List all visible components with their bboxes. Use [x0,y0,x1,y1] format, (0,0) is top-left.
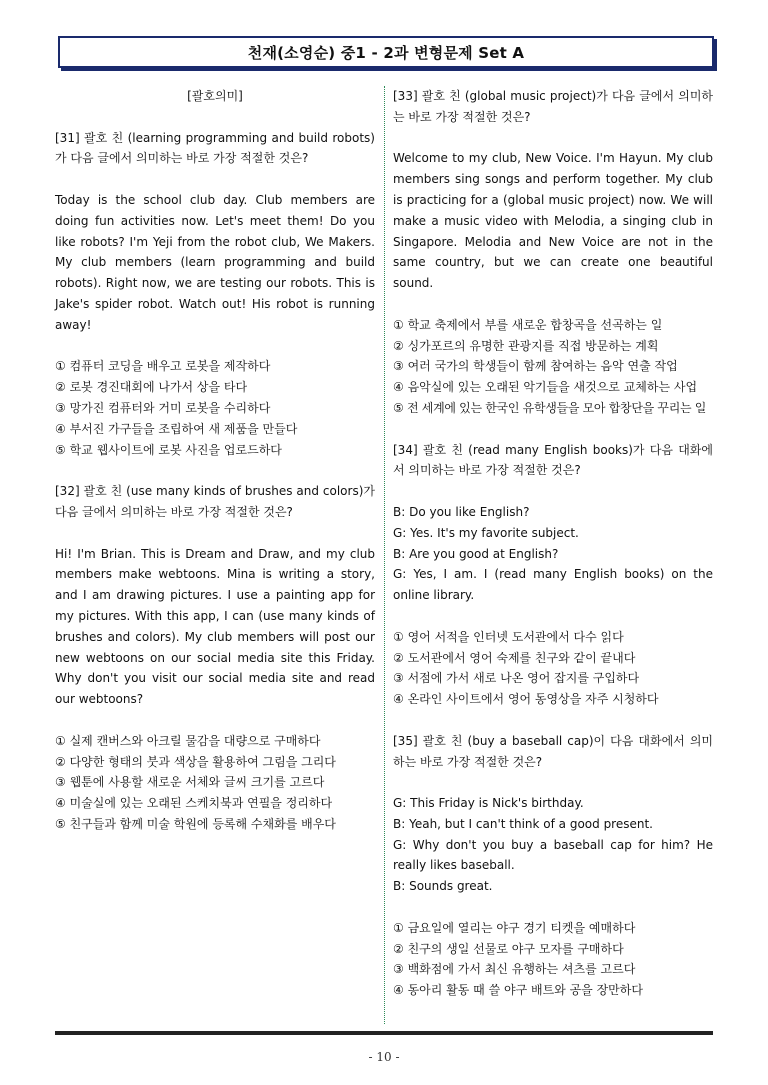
question-31-option: ⑤ 학교 웹사이트에 로봇 사진을 업로드하다 [55,442,282,457]
page-number: - 10 - [368,1050,400,1064]
question-32-option: ④ 미술실에 있는 오래된 스케치북과 연필을 정리하다 [55,796,333,811]
question-32-option: ② 다양한 형태의 붓과 색상을 활용하여 그림을 그리다 [55,754,336,769]
question-33-option: ⑤ 전 세계에 있는 한국인 유학생들을 모아 합창단을 꾸리는 일 [393,400,707,415]
question-32-passage: Hi! I'm Brian. This is Dream and Draw, and my club members make webtoons. Mina is writing a story, and I am drawing pictures. I use a painting app for my pictures. With this app, I can (use many kinds of brushes and colors). My club members will post our new webtoons on our social media site this Friday. Why don't you visit our social media site and read our webtoons? [55,546,375,707]
question-33-option: ③ 여러 국가의 학생들이 함께 참여하는 음악 연출 작업 [393,359,678,374]
question-35-stem: [35] 괄호 친 (buy a baseball cap)이 다음 대화에서 의미하는 바로 가장 적절한 것은? [393,733,713,769]
question-35-option: ③ 백화점에 가서 최신 유행하는 셔츠를 고르다 [393,962,636,977]
question-34-option: ③ 서점에 가서 새로 나온 영어 잡지를 구입하다 [393,671,640,686]
question-31-option: ② 로봇 경진대회에 나가서 상을 타다 [55,380,248,395]
dialogue-line: B: Sounds great. [393,879,493,894]
question-31-option: ③ 망가진 컴퓨터와 거미 로봇을 수리하다 [55,400,271,415]
dialogue-line: B: Are you good at English? [393,546,559,561]
question-33-option: ② 싱가포르의 유명한 관광지를 직접 방문하는 계획 [393,338,659,353]
question-34-stem: [34] 괄호 친 (read many English books)가 다음 대화에서 의미하는 바로 가장 적절한 것은? [393,442,713,478]
question-34-option: ① 영어 서적을 인터넷 도서관에서 다수 읽다 [393,629,624,644]
dialogue-line: B: Yeah, but I can't think of a good present. [393,816,653,831]
dialogue-line: B: Do you like English? [393,504,530,519]
dialogue-line: G: Yes, I am. I (read many English books) on the online library. [393,567,713,603]
question-33-option: ① 학교 축제에서 부를 새로운 합창곡을 선곡하는 일 [393,317,663,332]
question-32-option: ③ 웹툰에 사용할 새로운 서체와 글씨 크기를 고르다 [55,775,325,790]
column-divider [384,86,385,1024]
footer-rule [55,1031,713,1035]
question-31-option: ① 컴퓨터 코딩을 배우고 로봇을 제작하다 [55,359,271,374]
question-32-stem: [32] 괄호 친 (use many kinds of brushes and colors)가 다음 글에서 의미하는 바로 가장 적절한 것은? [55,484,375,519]
question-35-option: ② 친구의 생일 선물로 야구 모자를 구매하다 [393,941,624,956]
question-34-option: ④ 온라인 사이트에서 영어 동영상을 자주 시청하다 [393,692,659,707]
question-31-stem: [31] 괄호 친 (learning programming and build robots)가 다음 글에서 의미하는 바로 가장 적절한 것은? [55,130,375,166]
question-35-option: ① 금요일에 열리는 야구 경기 티켓을 예매하다 [393,920,636,935]
right-column [393,86,713,1001]
dialogue-line: G: Yes. It's my favorite subject. [393,525,579,540]
question-32-option: ① 실제 캔버스와 아크릴 물감을 대량으로 구매하다 [55,733,321,748]
question-33-stem: [33] 괄호 친 (global music project)가 다음 글에서 의미하는 바로 가장 적절한 것은? [393,89,713,124]
dialogue-line: G: Why don't you buy a baseball cap for him? He really likes baseball. [393,837,713,873]
left-column [55,86,375,835]
question-31-passage: Today is the school club day. Club members are doing fun activities now. Let's meet them! Do you like robots? I'm Yeji from the robot club, We Makers. My club members (learn programming and build robots). Right now, we are testing our robots. This is Jake's spider robot. Watch out! His robot is running away! [55,192,375,332]
question-33-option: ④ 음악실에 있는 오래된 악기들을 새것으로 교체하는 사업 [393,380,698,395]
question-34-option: ② 도서관에서 영어 숙제를 친구와 같이 끝내다 [393,650,636,665]
question-33-passage: Welcome to my club, New Voice. I'm Hayun. My club members sing songs and perform together. My club is practicing for a (global music project) now. We will make a music video with Melodia, a singing club in Singapore. Melodia and New Voice are not in the same country, but we can create one beautiful sound. [393,151,713,291]
page-title: 천재(소영순) 중1 - 2과 변형문제 Set A [58,36,714,68]
section-label: [괄호의미] [187,89,243,103]
question-32-option: ⑤ 친구들과 함께 미술 학원에 등록해 수채화를 배우다 [55,816,336,831]
question-35-option: ④ 동아리 활동 때 쓸 야구 배트와 공을 장만하다 [393,983,643,998]
dialogue-line: G: This Friday is Nick's birthday. [393,796,584,811]
question-31-option: ④ 부서진 가구들을 조립하여 새 제품을 만들다 [55,421,298,436]
